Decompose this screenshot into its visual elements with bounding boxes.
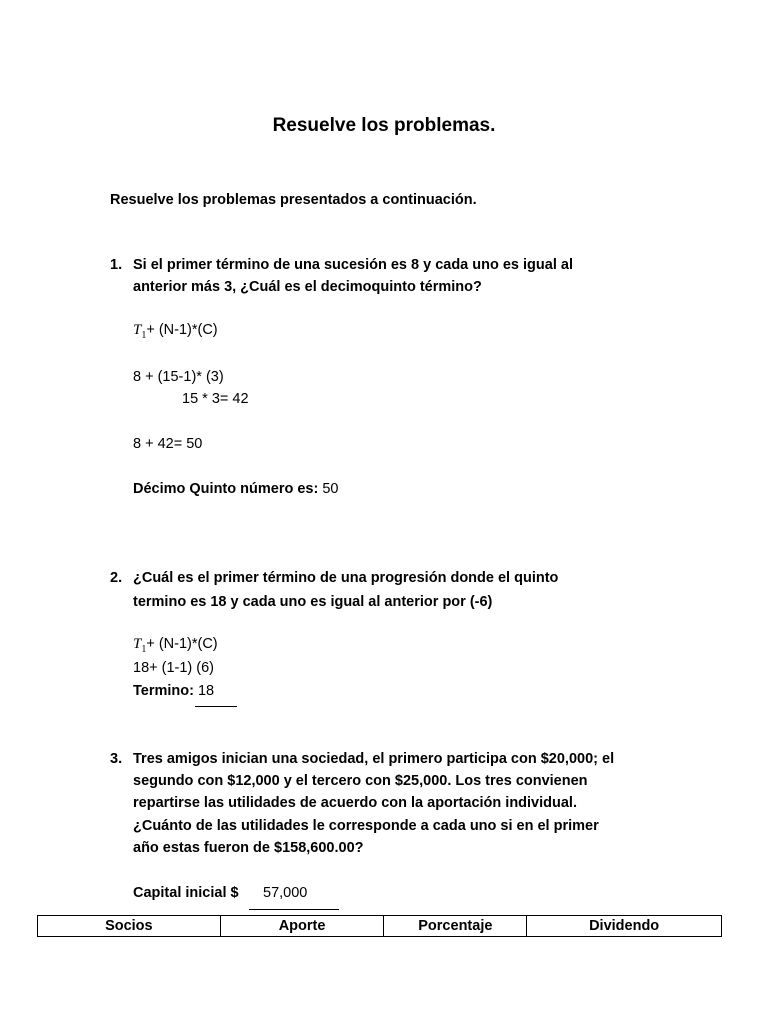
table-header-row (38, 916, 722, 937)
intro-text: Resuelve los problemas presentados a continuación. (110, 192, 477, 208)
formula-expression: + (N-1)*(C) (146, 322, 218, 338)
problem-1-number: 1. (110, 257, 123, 273)
capital-underline (249, 909, 339, 910)
result-underline (195, 706, 237, 707)
result-value: 18 (193, 683, 215, 699)
problem-1-formula (133, 322, 218, 341)
result-value: 50 (318, 481, 339, 497)
problem-2-step-1: 18+ (1-1) (6) (133, 660, 214, 676)
problem-2-result (133, 683, 214, 699)
column-header-porcentaje: Porcentaje (384, 916, 527, 937)
problem-1-result (133, 481, 339, 497)
problem-3-statement-line-3: repartirse las utilidades de acuerdo con la aportación individual. (133, 795, 577, 811)
problem-3-statement-line-1: Tres amigos inician una sociedad, el primero participa con $20,000; el (133, 751, 615, 767)
problem-1-step-2: 15 * 3= 42 (182, 391, 249, 407)
column-header-socios: Socios (38, 916, 221, 937)
column-header-dividendo: Dividendo (527, 916, 722, 937)
problem-3-statement-line-5: año estas fueron de $158,600.00? (133, 840, 364, 856)
problem-3-statement-line-2: segundo con $12,000 y el tercero con $25,000. Los tres convienen (133, 773, 588, 789)
column-header-aporte: Aporte (220, 916, 384, 937)
problem-1-step-3: 8 + 42= 50 (133, 436, 203, 452)
problem-1-statement-line-1: Si el primer término de una sucesión es 8 y cada uno es igual al (133, 257, 573, 273)
problem-2-formula (133, 636, 218, 655)
problem-1-step-1: 8 + (15-1)* (3) (133, 369, 224, 385)
term-symbol: $T_1$ (133, 636, 147, 655)
result-label: Termino: (133, 683, 194, 699)
formula-expression: + (N-1)*(C) (146, 636, 218, 652)
problem-2-statement-line-1: ¿Cuál es el primer término de una progresión donde el quinto (133, 570, 559, 586)
problem-2-statement-line-2: termino es 18 y cada uno es igual al anterior por (-6) (133, 594, 493, 610)
problem-1-statement-line-2: anterior más 3, ¿Cuál es el decimoquinto término? (133, 279, 482, 295)
page-title: Resuelve los problemas. (272, 115, 496, 136)
result-colon: : (313, 481, 319, 497)
problem-2-number: 2. (110, 570, 123, 586)
result-label: Décimo Quinto número es (133, 481, 314, 497)
partners-table (37, 915, 722, 937)
term-symbol: $T_1$ (133, 322, 147, 341)
problem-3-statement-line-4: ¿Cuánto de las utilidades le corresponde a cada uno si en el primer (133, 818, 599, 834)
capital-label: Capital inicial $ (133, 885, 239, 901)
problem-3-number: 3. (110, 751, 123, 767)
capital-value: 57,000 (263, 885, 308, 901)
